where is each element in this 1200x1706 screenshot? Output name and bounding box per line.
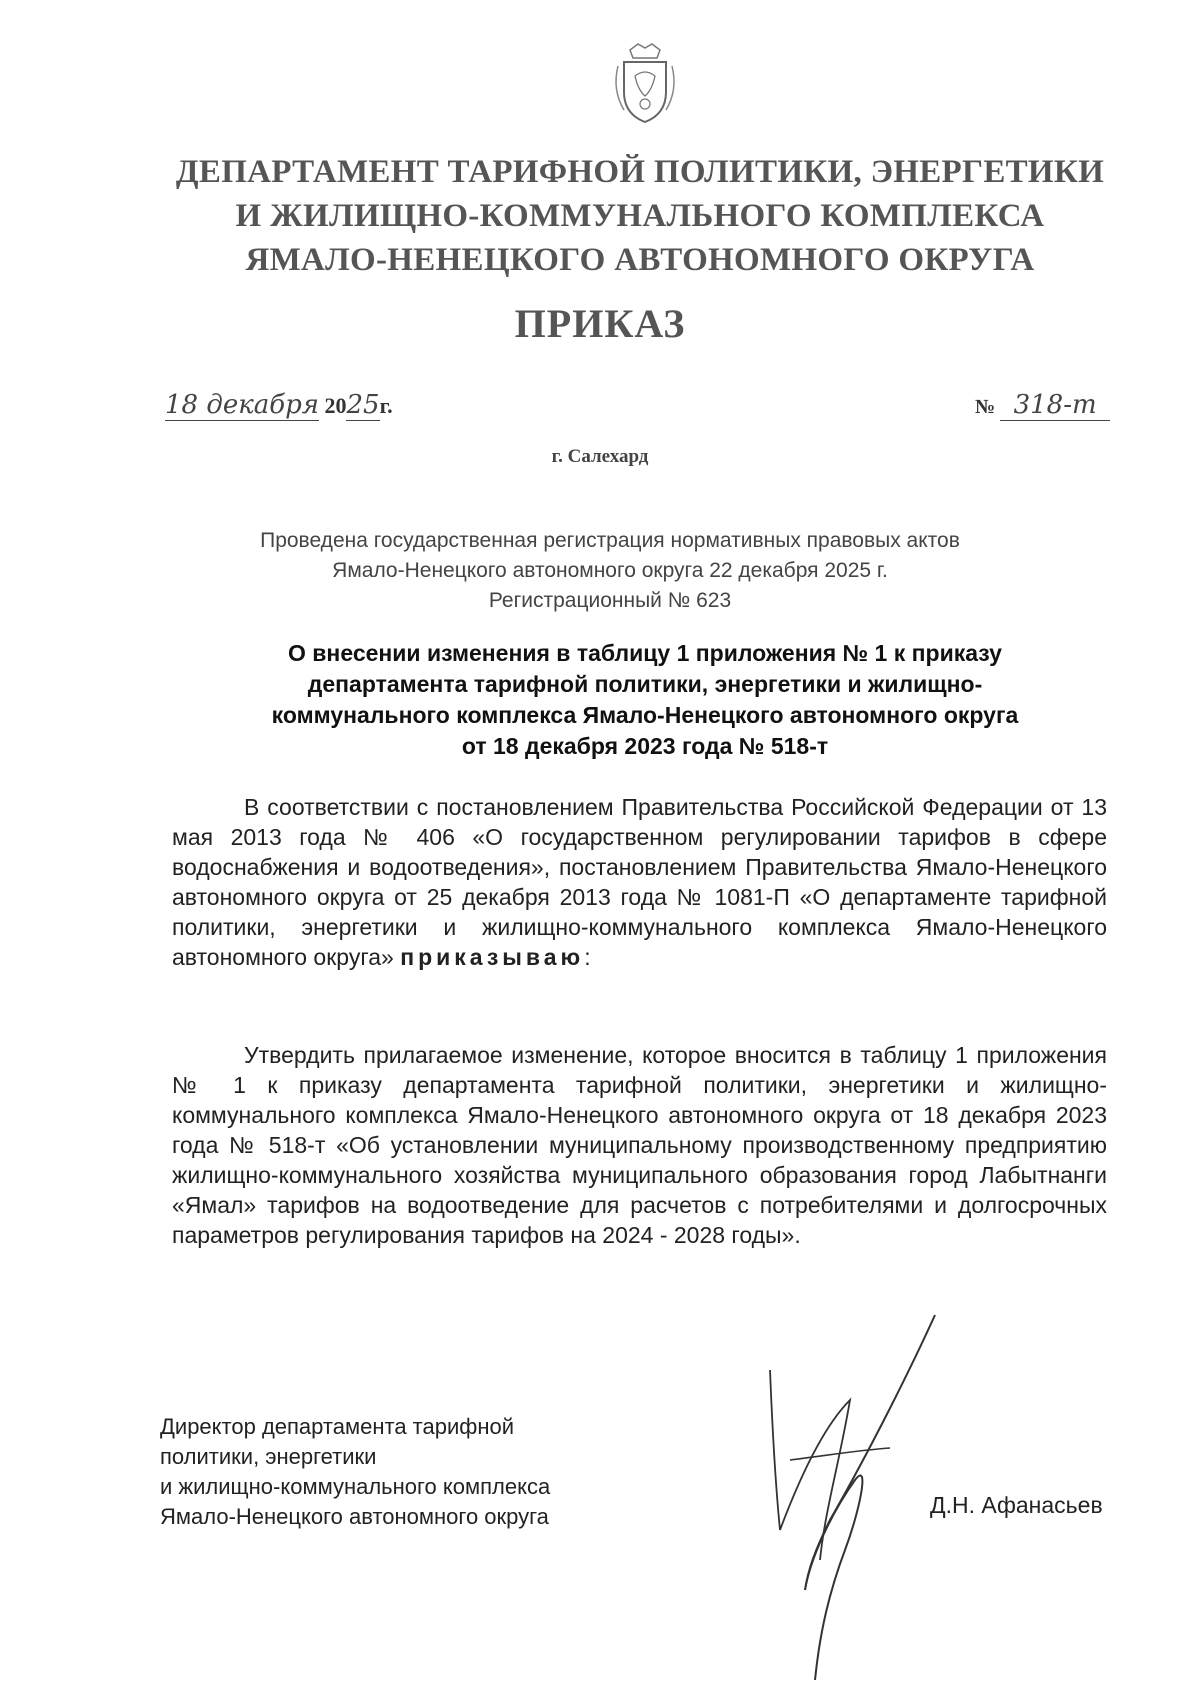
department-line: ЯМАЛО-НЕНЕЦКОГО АВТОНОМНОГО ОКРУГА — [245, 242, 1035, 278]
date-year-prefix: 20 — [324, 393, 347, 418]
registration-line: Регистрационный № 623 — [488, 589, 732, 612]
signatory-position-line: Ямало-Ненецкого автономного округа — [160, 1504, 549, 1529]
paragraph-basis — [172, 792, 1107, 972]
signatory-name: Д.Н. Афанасьев — [930, 1492, 1103, 1518]
date-day-month: 18 декабря — [165, 390, 319, 420]
registration-stamp — [150, 526, 1070, 616]
department-line: И ЖИЛИЩНО-КОММУНАЛЬНОГО КОМПЛЕКСА — [235, 198, 1045, 234]
document-type-title: ПРИКАЗ — [514, 301, 686, 346]
signatory-position — [160, 1412, 550, 1532]
order-date — [165, 390, 393, 421]
date-year-mark: г. — [379, 393, 393, 418]
subject-line: от 18 декабря 2023 года № 518-т — [461, 733, 829, 759]
paragraph-resolution: Утвердить прилагаемое изменение, которое вносится в таблицу 1 приложения № 1 к приказу департамента тарифной политики, энергетики и жилищно-коммунального комплекса Ямало-Ненецкого автономного округа от 18 декабря 2023 года № 518-т «Об установлении муниципальному производственному предприятию жилищно-коммунального хозяйства муниципального образования город Лабытнанги «Ямал» тарифов на водоотведение для расчетов с потребителями и долгосрочных параметров регулирования тарифов на 2024 - 2028 годы». — [172, 1042, 1107, 1248]
department-line: ДЕПАРТАМЕНТ ТАРИФНОЙ ПОЛИТИКИ, ЭНЕРГЕТИКИ — [175, 154, 1105, 190]
paragraph-basis-tail: : — [584, 944, 591, 970]
subject-line: департамента тарифной политики, энергетики и жилищно- — [307, 671, 983, 697]
subject-line: О внесении изменения в таблицу 1 приложения № 1 к приказу — [288, 640, 1002, 666]
number-prefix: № — [975, 396, 996, 418]
registration-line: Ямало-Ненецкого автономного округа 22 декабря 2025 г. — [332, 559, 888, 582]
signatory-position-line: Директор департамента тарифной — [160, 1414, 515, 1439]
coat-of-arms-emblem — [610, 40, 680, 126]
paragraph-basis-text: В соответствии с постановлением Правительства Российской Федерации от 13 мая 2013 года № 406 «О государственном регулировании тарифов в сфере водоснабжения и водоотведения», постановлением Правительства Ямало-Ненецкого автономного округа от 25 декабря 2013 года № 1081-П «О департаменте тарифной политики, энергетики и жилищно-коммунального комплекса Ямало-Ненецкого автономного округа» — [172, 794, 1107, 970]
subject-line: коммунального комплекса Ямало-Ненецкого автономного округа — [271, 702, 1019, 728]
signatory-position-line: политики, энергетики — [160, 1444, 377, 1469]
signatory-position-line: и жилищно-коммунального комплекса — [160, 1474, 551, 1499]
registration-line: Проведена государственная регистрация нормативных правовых актов — [260, 529, 960, 552]
paragraph-basis-emphasis: приказываю — [400, 944, 585, 970]
department-name — [120, 150, 1160, 282]
date-year-suffix: 25 — [346, 390, 380, 420]
city: г. Салехард — [551, 446, 649, 467]
order-subject — [180, 638, 1110, 762]
order-number — [975, 390, 1110, 421]
number-value: 318-т — [1000, 390, 1110, 421]
